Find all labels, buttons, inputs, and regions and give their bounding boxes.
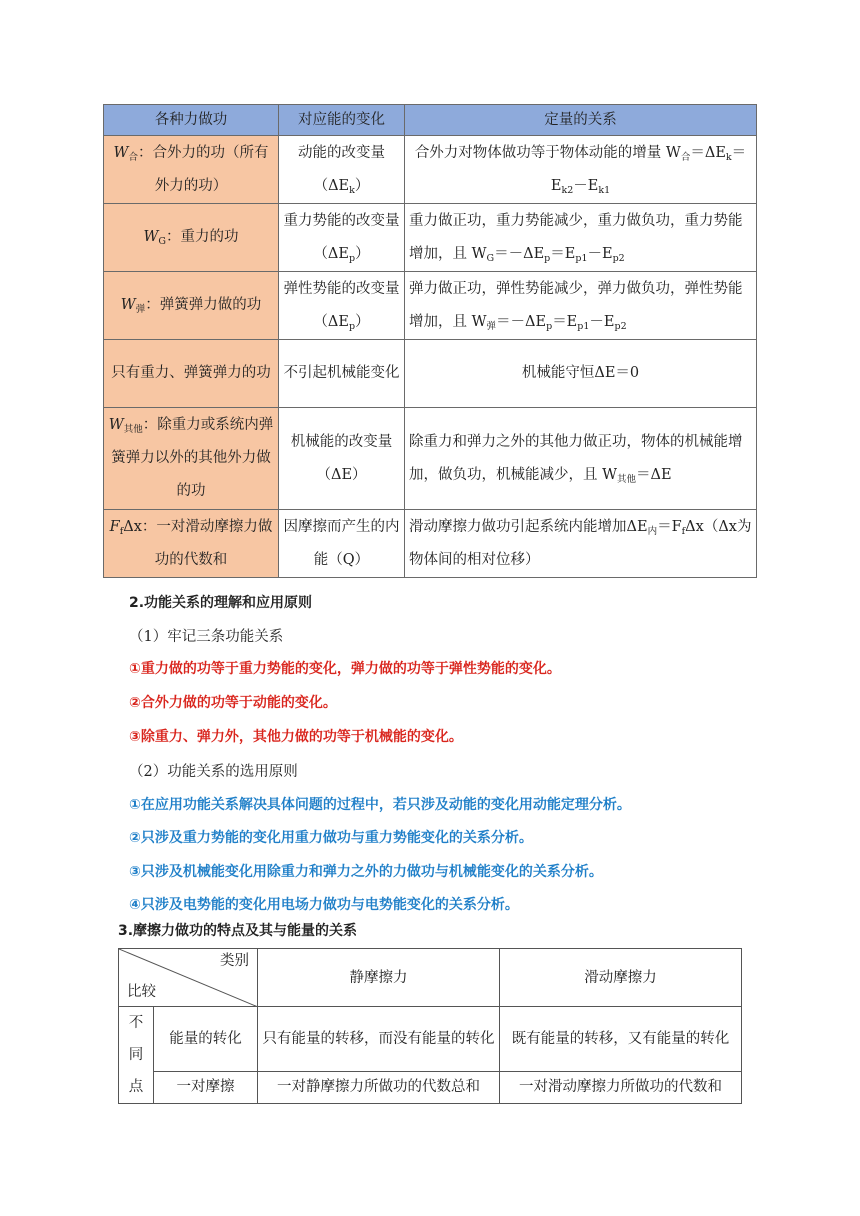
table-row [104, 340, 757, 408]
table-row [104, 272, 757, 340]
friction-comparison-table [118, 948, 742, 1104]
table-header-row [104, 105, 757, 136]
static-energy-conversion: 只有能量的转移，而没有能量的转化 [258, 1007, 500, 1072]
blue-rule-2: ②只涉及重力势能的变化用重力做功与重力势能变化的关系分析。 [129, 830, 533, 846]
relation-cell: 重力做正功，重力势能减少，重力做负功，重力势能增加，且 $W_G=-\Delta E_p=E_{p1}-E_{p2}$ [405, 204, 757, 272]
section-3-title: 3.摩擦力做功的特点及其与能量的关系 [118, 923, 358, 939]
table-header-row [119, 949, 742, 1007]
energy-cell: 不引起机械能变化 [279, 340, 405, 408]
row-label-pair-friction: 一对摩擦 [154, 1071, 258, 1103]
red-rule-1: ①重力做的功等于重力势能的变化，弹力做的功等于弹性势能的变化。 [129, 661, 561, 677]
header-quantitative-relation: 定量的关系 [405, 105, 757, 136]
table-row [119, 1071, 742, 1103]
energy-cell: 重力势能的改变量$(\Delta E_p)$ [279, 204, 405, 272]
relation-cell: 合外力对物体做功等于物体动能的增量 $W_合=\Delta E_k=E_{k2}-E_{k1}$ [405, 136, 757, 204]
corner-label-category: 类别 [220, 953, 249, 969]
blue-rule-4: ④只涉及电势能的变化用电场力做功与电势能变化的关系分析。 [129, 897, 519, 913]
header-static-friction: 静摩擦力 [258, 949, 500, 1007]
table-row [104, 204, 757, 272]
work-energy-table [103, 104, 757, 578]
force-cell: 只有重力、弹簧弹力的功 [104, 340, 279, 408]
sliding-energy-conversion: 既有能量的转移，又有能量的转化 [500, 1007, 742, 1072]
red-rule-2: ②合外力做的功等于动能的变化。 [129, 695, 337, 711]
force-cell: $F_f\Delta x$：一对滑动摩擦力做功的代数和 [104, 510, 279, 578]
energy-cell: 机械能的改变量（ΔE） [279, 408, 405, 510]
diagonal-header-cell [119, 949, 258, 1007]
relation-cell: 机械能守恒ΔE＝0 [405, 340, 757, 408]
energy-cell: 因摩擦而产生的内能（Q） [279, 510, 405, 578]
force-cell: $W_{其他}$：除重力或系统内弹簧弹力以外的其他外力做的功 [104, 408, 279, 510]
row-label-energy-conversion: 能量的转化 [154, 1007, 258, 1072]
table-row [104, 136, 757, 204]
table-row [104, 510, 757, 578]
relation-cell: 滑动摩擦力做功引起系统内能增加$\Delta E_内=F_f\Delta x(\Delta x$为物体间的相对位移） [405, 510, 757, 578]
corner-label-compare: 比较 [127, 984, 156, 1000]
energy-cell: 弹性势能的改变量$(\Delta E_p)$ [279, 272, 405, 340]
header-energy-change: 对应能的变化 [279, 105, 405, 136]
section-2-title: 2.功能关系的理解和应用原则 [129, 595, 313, 611]
blue-rule-3: ③只涉及机械能变化用除重力和弹力之外的力做功与机械能变化的关系分析。 [129, 864, 603, 880]
force-cell: $W_弹$：弹簧弹力做的功 [104, 272, 279, 340]
header-force-work: 各种力做功 [104, 105, 279, 136]
energy-cell: 动能的改变量$(\Delta E_k)$ [279, 136, 405, 204]
subheading-1: （1）牢记三条功能关系 [129, 629, 284, 645]
group-label-differences: 不同点 [119, 1007, 154, 1104]
subheading-2: （2）功能关系的选用原则 [129, 764, 298, 780]
blue-rule-1: ①在应用功能关系解决具体问题的过程中，若只涉及动能的变化用动能定理分析。 [129, 797, 631, 813]
red-rule-3: ③除重力、弹力外，其他力做的功等于机械能的变化。 [129, 729, 463, 745]
table-row [119, 1007, 742, 1072]
relation-cell: 除重力和弹力之外的其他力做正功，物体的机械能增加，做负功，机械能减少，且 $W_{其他}=\Delta E$ [405, 408, 757, 510]
static-pair-work: 一对静摩擦力所做功的代数总和 [258, 1071, 500, 1103]
force-cell: $W_G$：重力的功 [104, 204, 279, 272]
table-row [104, 408, 757, 510]
header-sliding-friction: 滑动摩擦力 [500, 949, 742, 1007]
force-cell: $W_合$：合外力的功（所有外力的功） [104, 136, 279, 204]
relation-cell: 弹力做正功，弹性势能减少，弹力做负功，弹性势能增加，且 $W_弹=-\Delta E_p=E_{p1}-E_{p2}$ [405, 272, 757, 340]
sliding-pair-work: 一对滑动摩擦力所做功的代数和 [500, 1071, 742, 1103]
